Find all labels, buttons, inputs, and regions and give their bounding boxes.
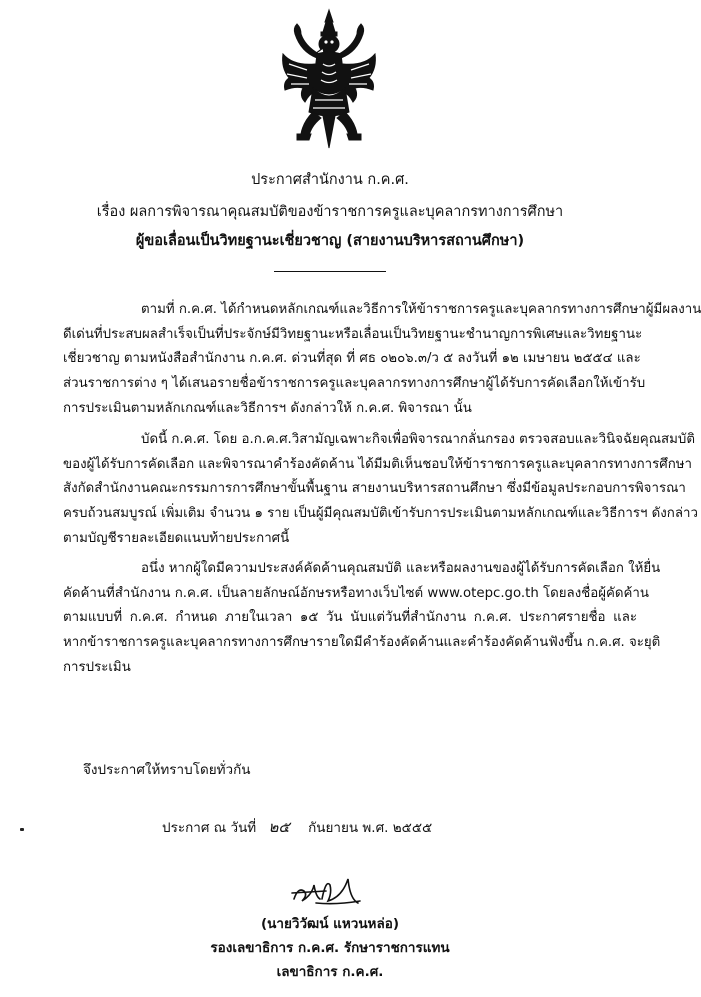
paragraph-line: ของผู้ได้รับการคัดเลือก และพิจารณาคำร้องคัดค้าน ได้มีมติเห็นชอบให้ข้าราชการครูและบุคลากรทางการศึกษา: [63, 456, 693, 472]
paragraph-line: ครบถ้วนสมบูรณ์ เพิ่มเติม จำนวน ๑ ราย เป็นผู้มีคุณสมบัติเข้ารับการประเมินตามหลักเกณฑ์และวิธีการฯ ดังกล่าว: [63, 506, 698, 522]
paragraph-line: สังกัดสำนักงานคณะกรรมการการศึกษาขั้นพื้นฐาน สายงานบริหารสถานศึกษา ซึ่งมีข้อมูลประกอบการพิจารณา: [63, 481, 686, 497]
closing-statement: จึงประกาศให้ทราบโดยทั่วกัน: [83, 762, 251, 778]
signature-image: [286, 869, 366, 909]
garuda-emblem-icon: [279, 8, 379, 150]
paragraph-line: คัดค้านที่สำนักงาน ก.ค.ศ. เป็นลายลักษณ์อักษรหรือทางเว็บไซต์ www.otepc.go.th โดยลงชื่อผู้คัดค้าน: [63, 585, 649, 601]
scan-mark: [20, 828, 24, 831]
paragraph-line: ตามบัญชีรายละเอียดแนบท้ายประกาศนี้: [63, 530, 290, 546]
paragraph-line: ตามที่ ก.ค.ศ. ได้กำหนดหลักเกณฑ์และวิธีการให้ข้าราชการครูและบุคลากรทางการศึกษาผู้มีผลงาน: [141, 302, 701, 317]
paragraph-line: อนึ่ง หากผู้ใดมีความประสงค์คัดค้านคุณสมบัติ และหรือผลงานของผู้ได้รับการคัดเลือก ให้ยื่น: [141, 561, 661, 576]
announcement-subject-line2: ผู้ขอเลื่อนเป็นวิทยฐานะเชี่ยวชาญ (สายงานบริหารสถานศึกษา): [135, 233, 525, 249]
paragraph-line: เชี่ยวชาญ ตามหนังสือสำนักงาน ก.ค.ศ. ด่วนที่สุด ที่ ศธ ๐๒๐๖.๓/ว ๕ ลงวันที่ ๑๒ เมษายน ๒๕๕๔ และ: [63, 351, 641, 367]
signer-position-2: เลขาธิการ ก.ค.ศ.: [276, 964, 384, 980]
paragraph-line: ตามแบบที่ ก.ค.ศ. กำหนด ภายในเวลา ๑๕ วัน นับแต่วันที่สำนักงาน ก.ค.ศ. ประกาศรายชื่อ และ: [63, 610, 637, 626]
signer-name: (นายวิวัฒน์ แหวนหล่อ): [260, 916, 400, 932]
paragraph-3: [63, 557, 661, 680]
signer-position: รองเลขาธิการ ก.ค.ศ. รักษาราชการแทน: [210, 940, 450, 956]
paragraph-line: ดีเด่นที่ประสบผลสำเร็จเป็นที่ประจักษ์มีวิทยฐานะหรือเลื่อนเป็นวิทยฐานะชำนาญการพิเศษและวิทยฐานะ: [63, 326, 643, 342]
header-divider: [274, 271, 386, 272]
paragraph-1: [63, 298, 701, 421]
announcement-subject: เรื่อง ผลการพิจารณาคุณสมบัติของข้าราชการครูและบุคลากรทางการศึกษา: [96, 204, 564, 220]
paragraph-line: ส่วนราชการต่าง ๆ ได้เสนอรายชื่อข้าราชการครูและบุคลากรทางการศึกษาผู้ได้รับการคัดเลือกให้เข้ารับ: [63, 376, 646, 392]
date-prefix: ประกาศ ณ วันที่: [162, 820, 257, 836]
paragraph-line: การประเมินตามหลักเกณฑ์และวิธีการฯ ดังกล่าวให้ ก.ค.ศ. พิจารณา นั้น: [63, 400, 472, 416]
paragraph-line: หากข้าราชการครูและบุคลากรทางการศึกษารายใดมีคำร้องคัดค้านและคำร้องคัดค้านฟังขึ้น ก.ค.ศ. จะยุติ: [63, 635, 661, 651]
announcement-title: ประกาศสำนักงาน ก.ค.ศ.: [251, 172, 409, 188]
date-day: ๒๕: [268, 818, 290, 836]
announcement-date: [162, 817, 432, 838]
paragraph-line: การประเมิน: [63, 659, 131, 675]
paragraph-line: บัดนี้ ก.ค.ศ. โดย อ.ก.ค.ศ.วิสามัญเฉพาะกิจเพื่อพิจารณากลั่นกรอง ตรวจสอบและวินิจฉัยคุณสมบัติ: [141, 432, 695, 447]
date-month-year: กันยายน พ.ศ. ๒๕๕๕: [308, 820, 433, 836]
paragraph-2: [63, 428, 698, 551]
